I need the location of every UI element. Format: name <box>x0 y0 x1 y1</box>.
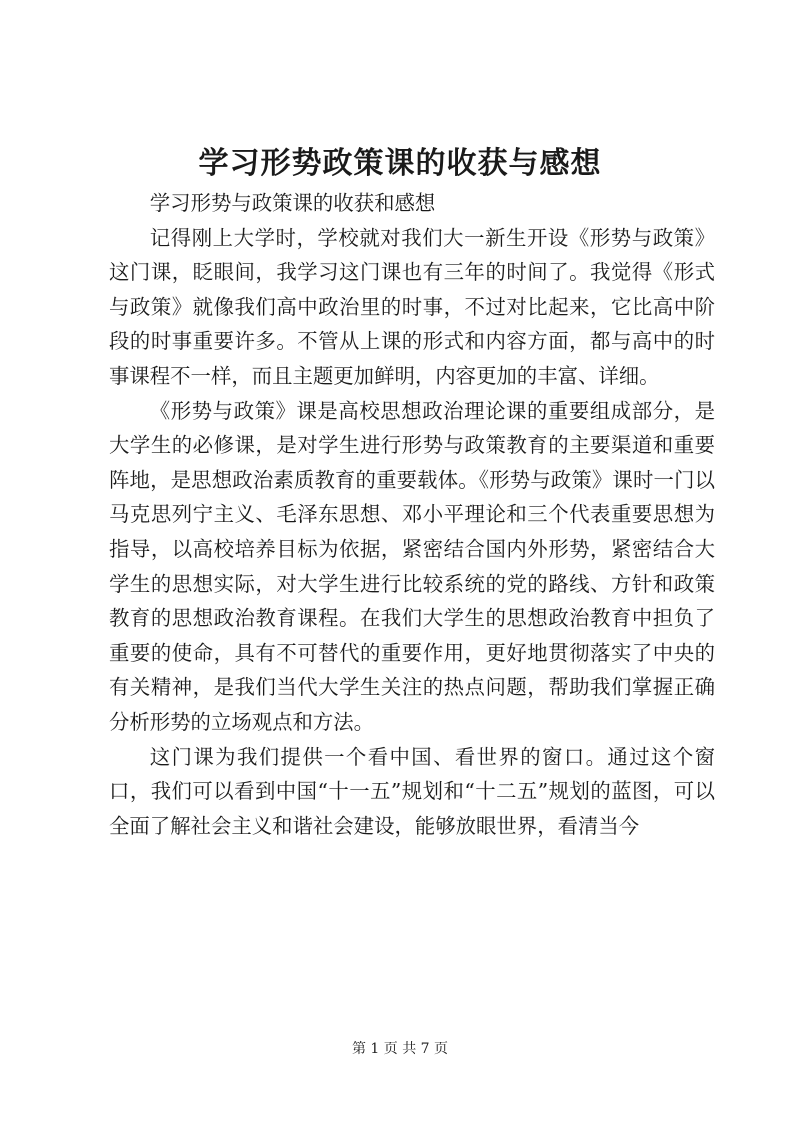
body-paragraph: 记得刚上大学时，学校就对我们大一新生开设《形势与政策》这门课，眨眼间，我学习这门课也有三年的时间了。我觉得《形式与政策》就像我们高中政治里的时事，不过对比起来，它比高中阶段的时事重要许多。不管从上课的形式和内容方面，都与高中的时事课程不一样，而且主题更加鲜明，内容更加的丰富、详细。 <box>109 225 715 388</box>
subtitle-paragraph: 学习形势与政策课的收获和感想 <box>149 191 436 215</box>
body-paragraph: 这门课为我们提供一个看中国、看世界的窗口。通过这个窗口，我们可以看到中国“十一五”规划和“十二五”规划的蓝图，可以全面了解社会主义和谐社会建设，能够放眼世界，看清当今 <box>109 744 715 838</box>
document-title: 学习形势政策课的收获与感想 <box>198 146 602 181</box>
document-body <box>109 186 715 843</box>
body-paragraph: 《形势与政策》课是高校思想政治理论课的重要组成部分，是大学生的必修课，是对学生进行形势与政策教育的主要渠道和重要阵地，是思想政治素质教育的重要载体。《形势与政策》课时一门以马克思列宁主义、毛泽东思想、邓小平理论和三个代表重要思想为指导，以高校培养目标为依据，紧密结合国内外形势，紧密结合大学生的思想实际，对大学生进行比较系统的党的路线、方针和政策教育的思想政治教育课程。在我们大学生的思想政治教育中担负了重要的使命，具有不可替代的重要作用，更好地贯彻落实了中央的有关精神，是我们当代大学生关注的热点问题，帮助我们掌握正确分析形势的立场观点和方法。 <box>109 398 715 734</box>
page-number-footer: 第 1 页 共 7 页 <box>351 1041 449 1057</box>
